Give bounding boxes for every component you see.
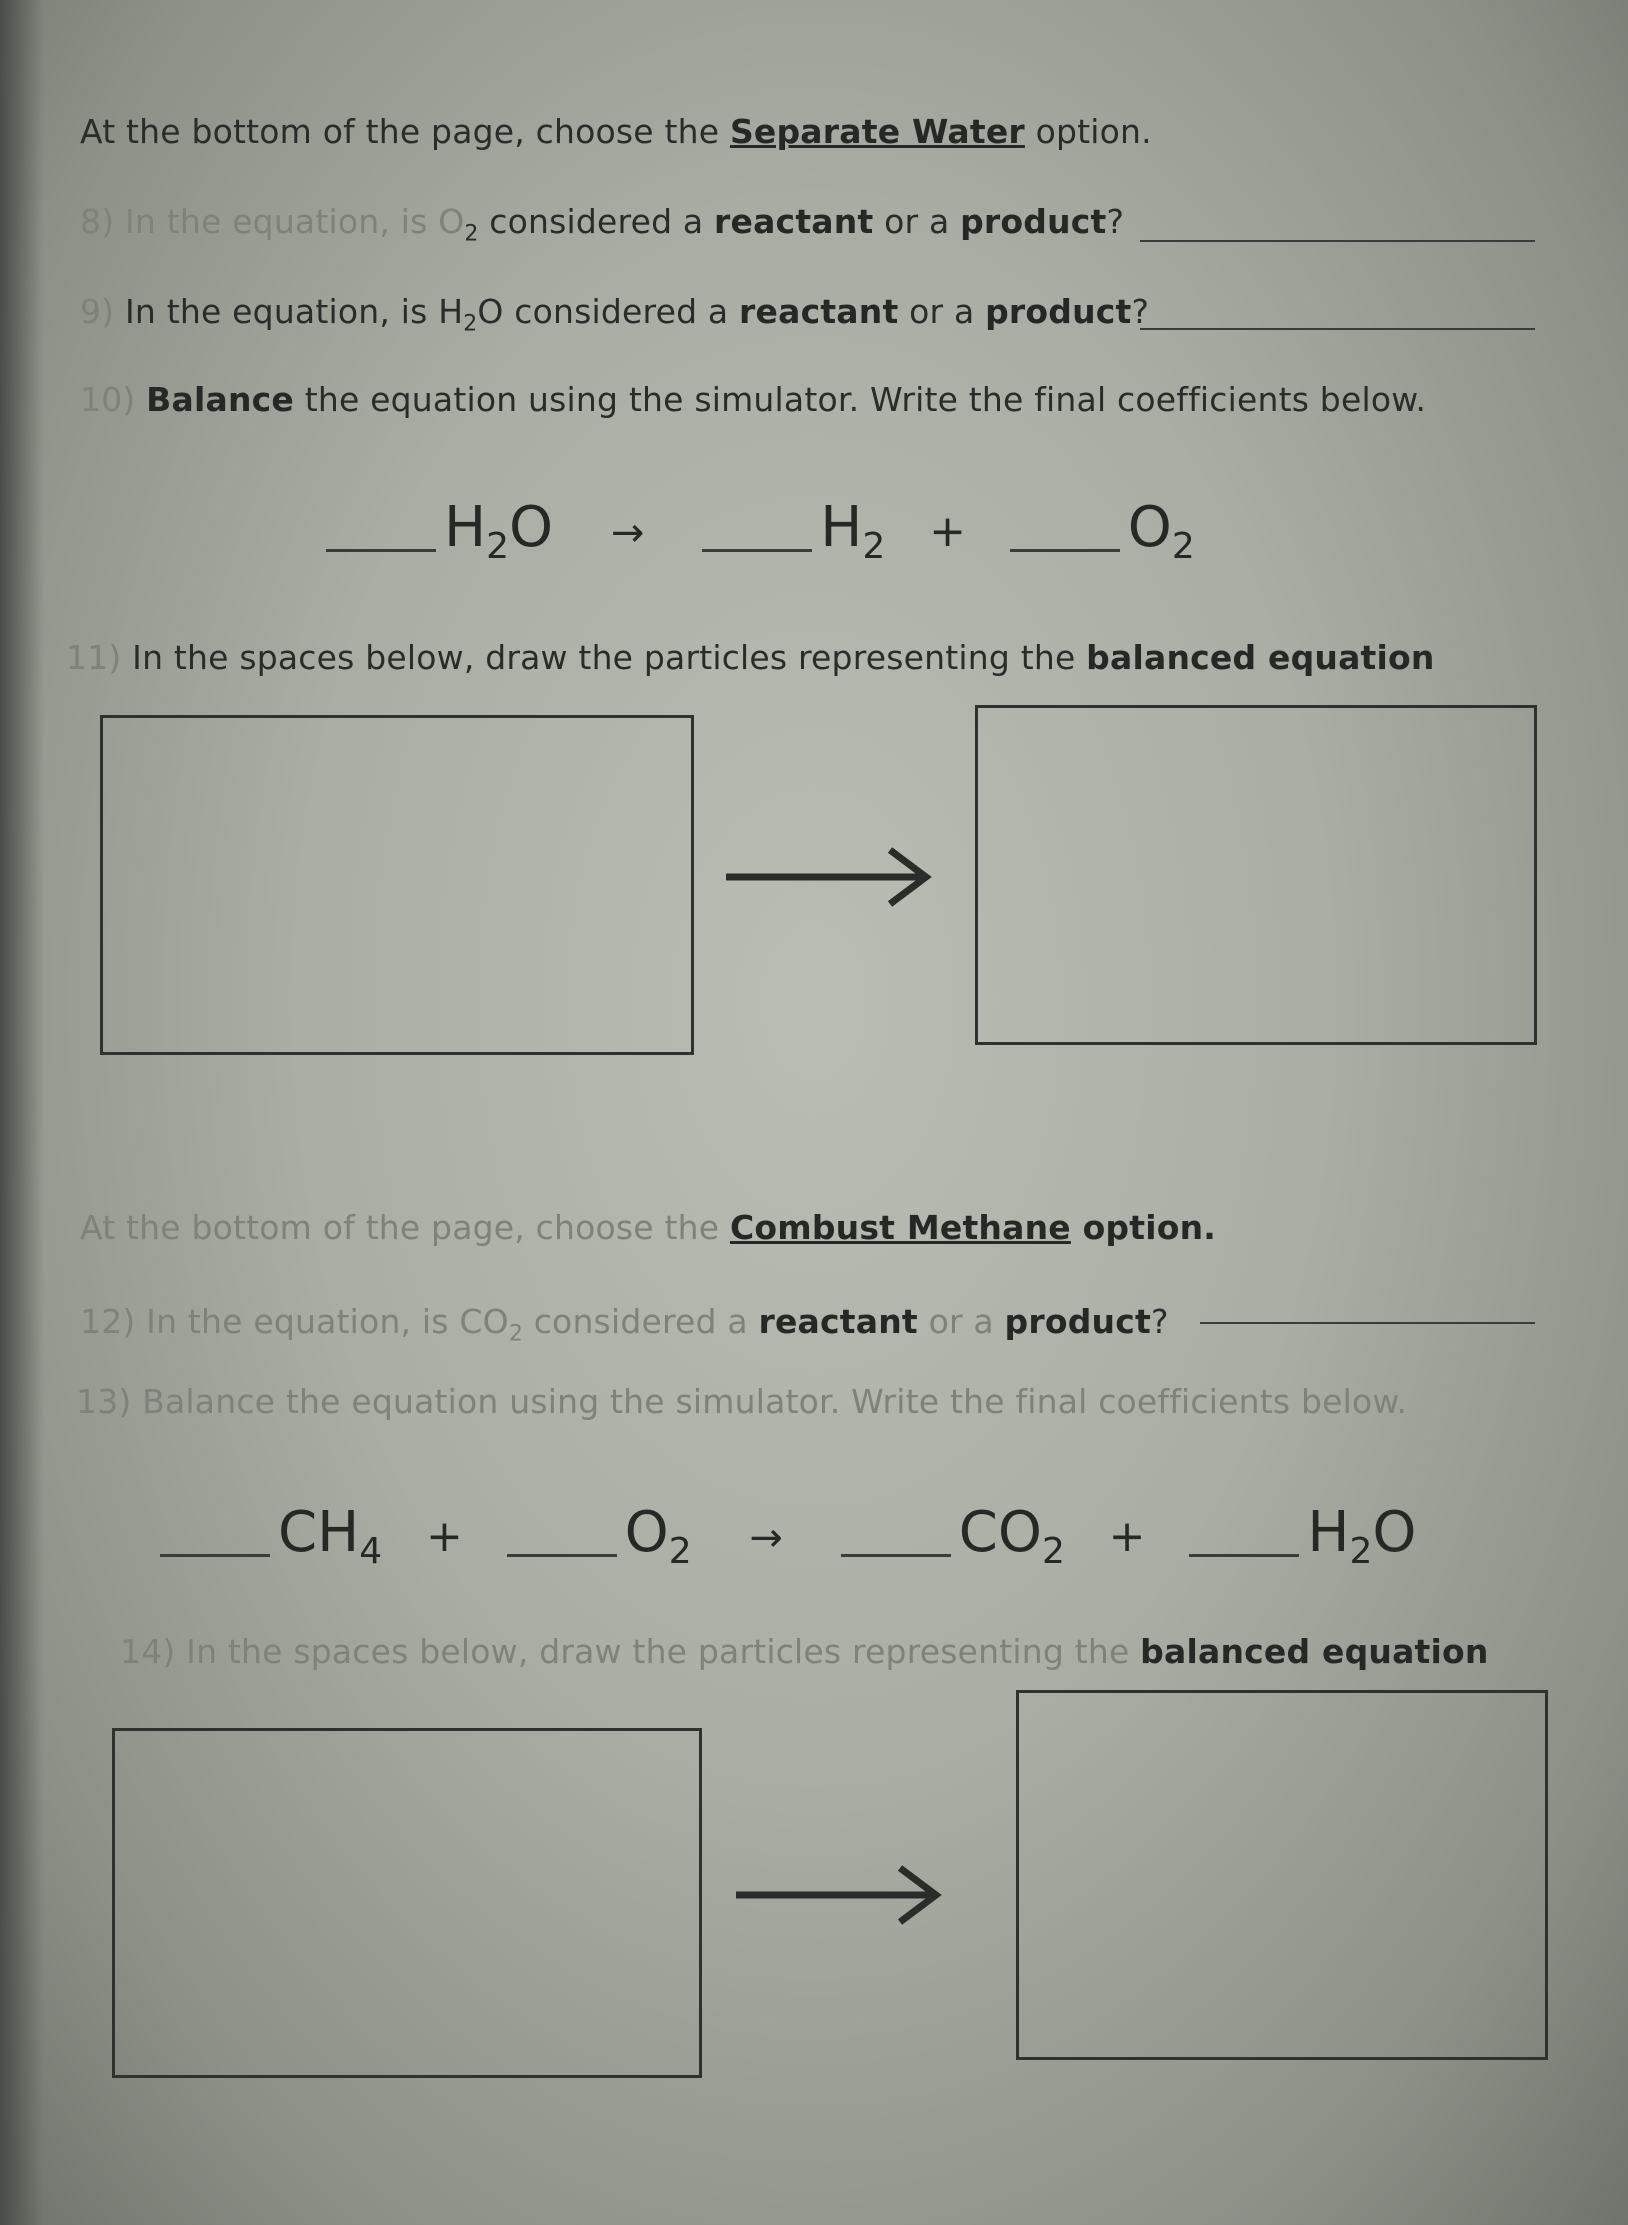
question-14: 14) In the spaces below, draw the particles representing the balanced equation [120, 1632, 1489, 1671]
reaction-arrow: → [610, 510, 645, 556]
section2-instruction: At the bottom of the page, choose the Combust Methane option. [80, 1208, 1217, 1247]
option-separate-water: Separate Water [729, 112, 1025, 151]
coefficient-blank-o2[interactable] [1010, 549, 1120, 552]
paper-shadow-edge [0, 0, 44, 2225]
q9-answer-line[interactable] [1140, 328, 1535, 330]
question-9: 9) In the equation, is $H_2O$ considered a reactant or a product? [80, 292, 1150, 337]
reactant-drawing-box-1[interactable] [100, 715, 694, 1055]
coefficient-blank-co2[interactable] [841, 1554, 951, 1557]
question-10: 10) Balance the equation using the simulator. Write the final coefficients below. [80, 380, 1427, 419]
coefficient-blank-h2o[interactable] [326, 549, 436, 552]
option-combust-methane: Combust Methane [729, 1208, 1071, 1247]
q12-answer-line[interactable] [1200, 1322, 1535, 1324]
coefficient-blank-h2o[interactable] [1189, 1554, 1299, 1557]
product-drawing-box-2[interactable] [1016, 1690, 1548, 2060]
right-arrow-icon [732, 1860, 952, 1930]
plus-sign-2: + [1108, 1511, 1146, 1562]
plus-sign-1: + [425, 1511, 463, 1562]
reactant-drawing-box-2[interactable] [112, 1728, 702, 2078]
product-drawing-box-1[interactable] [975, 705, 1537, 1045]
reaction-arrow: → [749, 1515, 783, 1561]
equation-methane-combustion: $CH_4 + O_2 \to CO_2 + H_2O$ [160, 1500, 1416, 1572]
equation-water-separation: $H_2O \to H_2 + O_2$ [326, 495, 1195, 567]
plus-sign: + [929, 506, 966, 557]
question-13: 13) Balance the equation using the simulator. Write the final coefficients below. [76, 1382, 1408, 1421]
question-8: 8) In the equation, is $O_2$ considered a reactant or a product? [80, 202, 1125, 247]
q8-answer-line[interactable] [1140, 240, 1535, 242]
question-12: 12) In the equation, is $CO_2$ considered a reactant or a product? [80, 1302, 1169, 1347]
coefficient-blank-ch4[interactable] [160, 1554, 270, 1557]
question-11: 11) In the spaces below, draw the particles representing the balanced equation [66, 638, 1435, 677]
coefficient-blank-o2[interactable] [507, 1554, 617, 1557]
right-arrow-icon [722, 842, 942, 912]
coefficient-blank-h2[interactable] [702, 549, 812, 552]
section1-instruction: At the bottom of the page, choose the Separate Water option. [80, 112, 1152, 151]
